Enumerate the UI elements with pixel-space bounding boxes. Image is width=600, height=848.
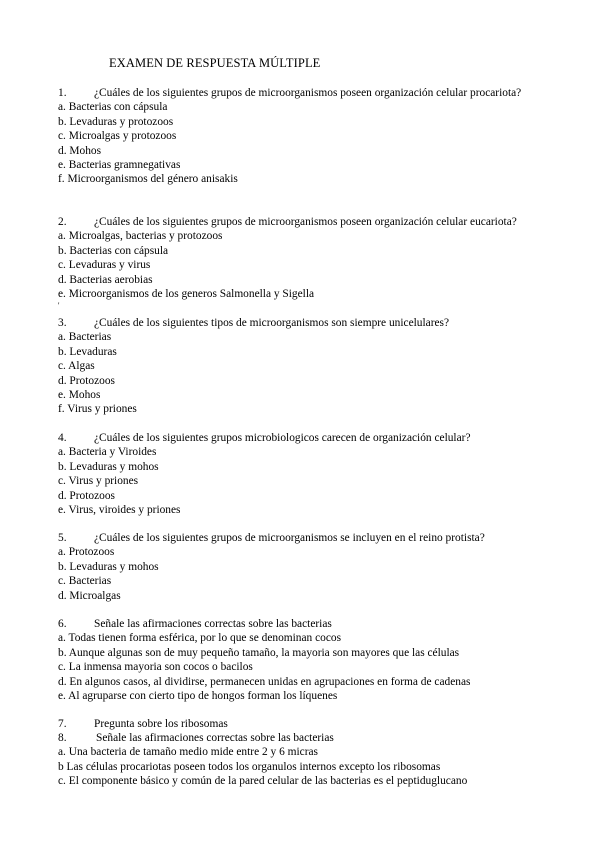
option: d. Protozoos <box>58 374 115 387</box>
option: b. Levaduras y protozoos <box>58 115 174 128</box>
option: e. Mohos <box>58 389 101 402</box>
question-number: 8. <box>58 732 67 744</box>
question-text: ¿Cuáles de los siguientes tipos de microorganismos son siempre unicelulares? <box>94 317 450 329</box>
option: c. La inmensa mayoria son cocos o bacilos <box>58 661 253 674</box>
option: e. Bacterias gramnegativas <box>58 159 181 172</box>
option: f. Virus y priones <box>58 403 137 416</box>
option: c. Bacterias <box>58 575 112 588</box>
exam-title: EXAMEN DE RESPUESTA MÚLTIPLE <box>109 56 321 70</box>
question-text: ¿Cuáles de los siguientes grupos microbiologicos carecen de organización celular? <box>94 432 471 444</box>
question-text: Señale las afirmaciones correctas sobre las bacterias <box>96 732 334 744</box>
option: c. Microalgas y protozoos <box>58 130 177 143</box>
option: d. Microalgas <box>58 589 121 602</box>
option: c. Levaduras y virus <box>58 259 151 272</box>
option: e. Al agruparse con cierto tipo de hongos forman los líquenes <box>58 690 338 703</box>
option: b Las células procariotas poseen todos los organulos internos excepto los ribosomas <box>58 760 441 773</box>
question-number: 2. <box>58 216 67 228</box>
question-8 <box>58 731 578 789</box>
option: a. Bacterias con cápsula <box>58 101 168 114</box>
option: c. Algas <box>58 360 95 373</box>
option: c. Virus y priones <box>58 475 139 488</box>
question-2 <box>58 215 578 316</box>
option: e. Microorganismos de los generos Salmonella y Sigella <box>58 288 315 301</box>
question-2-stem <box>58 215 578 229</box>
question-number: 3. <box>58 317 67 329</box>
question-4 <box>58 431 578 517</box>
option: a. Microalgas, bacterias y protozoos <box>58 230 223 243</box>
option: a. Todas tienen forma esférica, por lo que se denominan cocos <box>58 632 342 645</box>
question-number: 5. <box>58 532 67 544</box>
option: b. Aunque algunas son de muy pequeño tamaño, la mayoria son mayores que las células <box>58 646 460 659</box>
option: b. Levaduras y mohos <box>58 460 159 473</box>
question-5-stem <box>58 531 578 545</box>
option: a. Una bacteria de tamaño medio mide entre 2 y 6 micras <box>58 746 318 759</box>
option: c. El componente básico y común de la pared celular de las bacterias es el peptiduglucano <box>58 775 468 788</box>
option: f. Microorganismos del género anisakis <box>58 173 238 186</box>
option: a. Protozoos <box>58 546 115 559</box>
stray-mark: ' <box>58 301 60 311</box>
option: d. Mohos <box>58 144 102 157</box>
question-number: 1. <box>58 87 67 99</box>
question-text: Pregunta sobre los ribosomas <box>94 718 228 730</box>
question-7 <box>58 717 578 731</box>
question-8-stem <box>58 731 578 745</box>
question-4-stem <box>58 431 578 445</box>
option: b. Levaduras <box>58 345 117 358</box>
option: b. Bacterias con cápsula <box>58 244 169 257</box>
option: e. Virus, viroides y priones <box>58 504 181 517</box>
question-text: Señale las afirmaciones correctas sobre las bacterias <box>94 618 332 630</box>
option: d. Bacterias aerobias <box>58 273 153 286</box>
question-text: ¿Cuáles de los siguientes grupos de microorganismos se incluyen en el reino protista? <box>94 532 485 544</box>
question-text: ¿Cuáles de los siguientes grupos de microorganismos poseen organización celular eucariota? <box>94 216 517 228</box>
question-3 <box>58 316 578 417</box>
question-3-stem <box>58 316 578 330</box>
option: a. Bacteria y Viroides <box>58 446 157 459</box>
question-number: 4. <box>58 432 67 444</box>
question-1 <box>58 86 578 187</box>
question-number: 6. <box>58 618 67 630</box>
question-number: 7. <box>58 718 67 730</box>
option: b. Levaduras y mohos <box>58 560 159 573</box>
question-1-stem <box>58 86 578 100</box>
question-text: ¿Cuáles de los siguientes grupos de microorganismos poseen organización celular procariota? <box>94 87 522 99</box>
question-6-stem <box>58 617 578 631</box>
question-5 <box>58 531 578 603</box>
option: d. Protozoos <box>58 489 115 502</box>
option: d. En algunos casos, al dividirse, permanecen unidas en agrupaciones en forma de cadenas <box>58 675 471 688</box>
question-6 <box>58 617 578 703</box>
question-7-stem <box>58 717 578 731</box>
option: a. Bacterias <box>58 331 112 344</box>
